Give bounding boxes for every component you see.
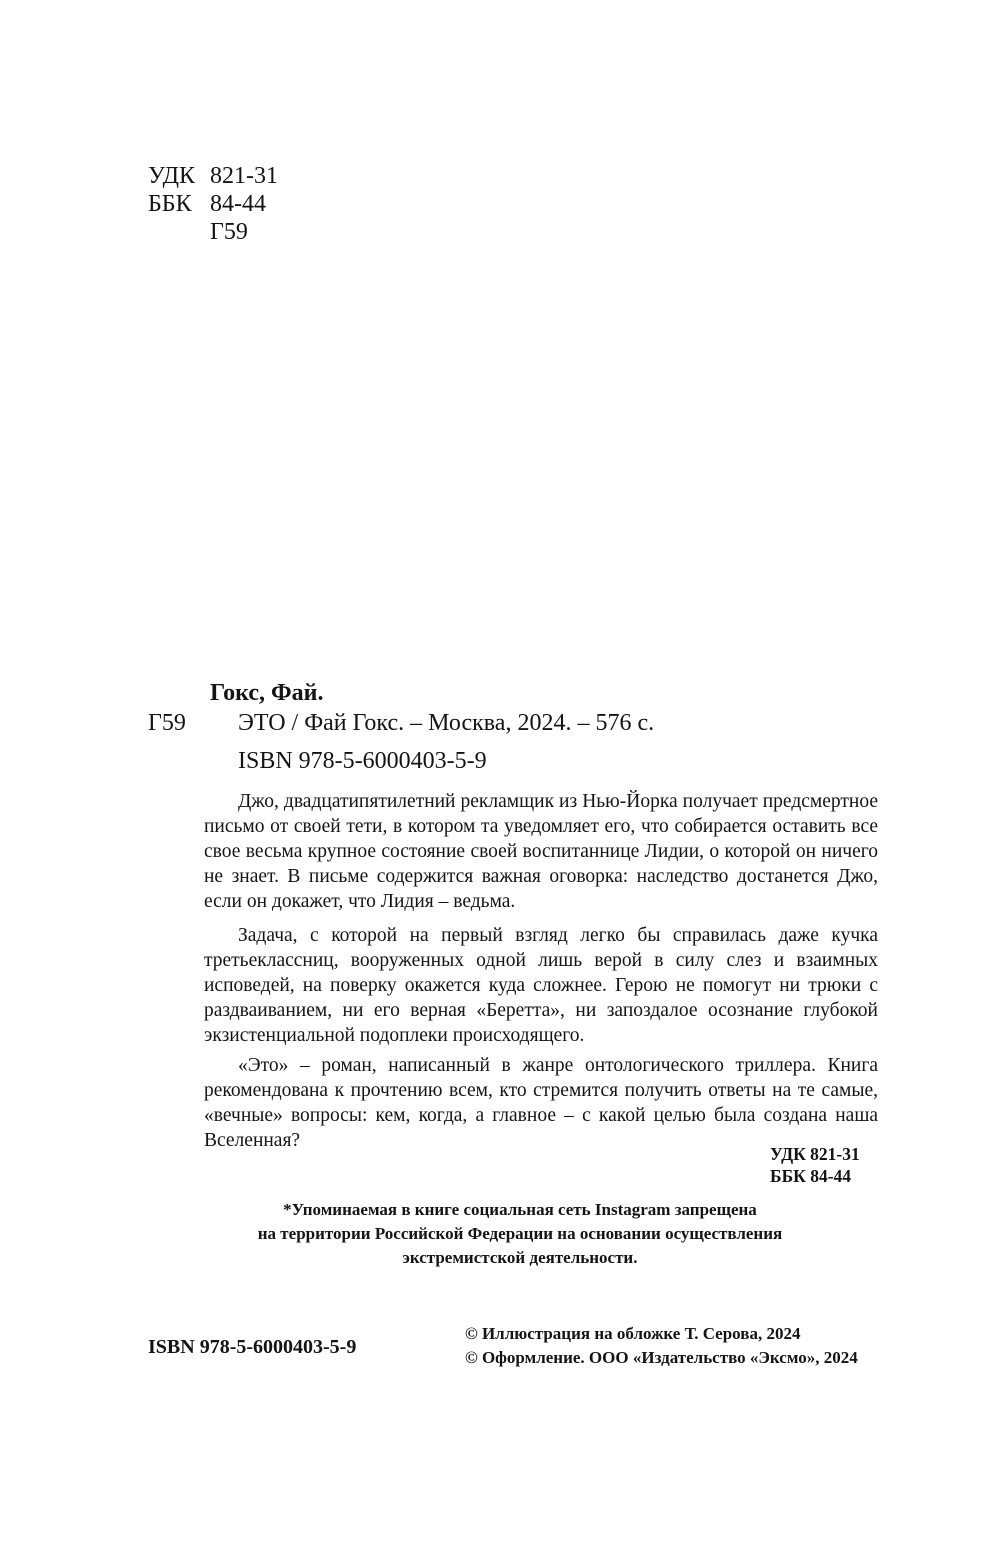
record-cutter: Г59 <box>148 710 186 736</box>
notice-line-3: экстремистской деятельности. <box>402 1248 638 1267</box>
record-bibliographic-line: ЭТО / Фай Гокс. – Москва, 2024. – 576 с. <box>238 710 655 736</box>
copyright-illustration: © Иллюстрация на обложке Т. Серова, 2024 <box>465 1324 801 1343</box>
record-author: Гокс, Фай. <box>210 680 324 706</box>
bbk-code: 84-44 <box>210 191 266 217</box>
record-isbn: ISBN 978-5-6000403-5-9 <box>238 748 487 774</box>
annotation-paragraph-1: Джо, двадцатипятилетний рекламщик из Нью-Йорка получает предсмертное письмо от своей тети, в котором та уведомляет его, что собирается оставить все свое весьма крупное состояние своей воспитаннице Лидии, о которой он ничего не знает. В письме содержится важная оговорка: наследство достанется Джо, если он докажет, что Лидия – ведьма. <box>204 791 878 912</box>
annotation-paragraph-3: «Это» – роман, написанный в жанре онтологического триллера. Книга рекомендована к прочтению всем, кто стремится получить ответы на те самые, «вечные» вопросы: кем, когда, а главное – с какой целью была создана наша Вселенная? <box>204 1055 878 1151</box>
copyright-design: © Оформление. ООО «Издательство «Эксмо», 2024 <box>465 1348 858 1367</box>
instagram-notice <box>100 1198 940 1270</box>
udk-label: УДК <box>148 163 195 189</box>
udk-code: 821-31 <box>210 163 278 189</box>
notice-line-2: на территории Российской Федерации на основании осуществления <box>257 1224 783 1243</box>
bbk-label: ББК <box>148 191 192 217</box>
cutter-code-top: Г59 <box>210 219 248 245</box>
annotation-paragraph-2: Задача, с которой на первый взгляд легко бы справилась даже кучка третьеклассниц, вооруженных одной лишь верой в силу слез и взаимных исповедей, на поверку окажется куда сложнее. Герою не помогут ни трюки с раздваиванием, ни его верная «Беретта», ни запоздалое осознание глубокой экзистенциальной подоплеки происходящего. <box>204 925 878 1046</box>
udk-line-bottom: УДК 821-31 <box>770 1144 860 1164</box>
notice-line-1: *Упоминаемая в книге социальная сеть Instagram запрещена <box>283 1200 757 1219</box>
isbn-bottom: ISBN 978-5-6000403-5-9 <box>148 1336 357 1358</box>
bbk-line-bottom: ББК 84-44 <box>770 1166 852 1186</box>
